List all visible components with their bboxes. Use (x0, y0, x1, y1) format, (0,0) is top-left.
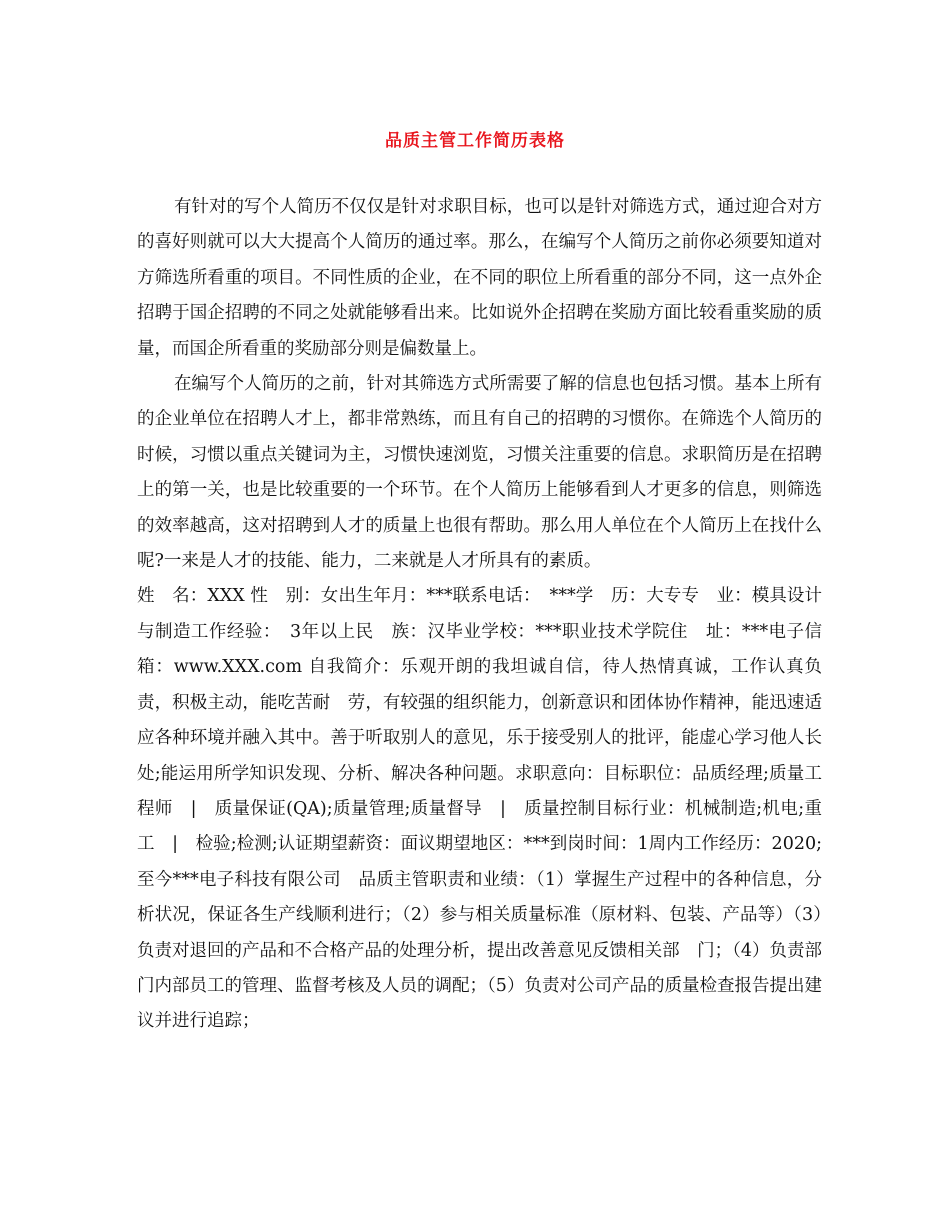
document-body (137, 190, 822, 1040)
document-title: 品质主管工作简历表格 (385, 131, 565, 151)
paragraph: 在编写个人简历的之前，针对其筛选方式所需要了解的信息也包括习惯。基本上所有的企业单位在招聘人才上，都非常熟练，而且有自己的招聘的习惯你。在筛选个人简历的时候，习惯以重点关键词为主，习惯快速浏览，习惯关注重要的信息。求职简历是在招聘上的第一关，也是比较重要的一个环节。在个人简历上能够看到人才更多的信息，则筛选的效率越高，这对招聘到人才的质量上也很有帮助。那么用人单位在个人简历上在找什么呢?一来是人才的技能、能力，二来就是人才所具有的素质。 (137, 374, 822, 572)
resume-details: 姓 名：XXX 性 别：女出生年月：***联系电话： ***学 历：大专专 业：模具设计与制造工作经验： 3年以上民 族：汉毕业学校：***职业技术学院住 址：***电子信箱：www.XXX.com 自我简介：乐观开朗的我坦诚自信，待人热情真诚，工作认真负责，积极主动，能吃苦耐 劳，有较强的组织能力，创新意识和团体协作精神，能迅速适应各种环境并融入其中。善于听取别人的意见，乐于接受别人的批评，能虚心学习他人长处;能运用所学知识发现、分析、解决各种问题。求职意向：目标职位：品质经理;质量工程师 | 质量保证(QA);质量管理;质量督导 | 质量控制目标行业：机械制造;机电;重工 | 检验;检测;认证期望薪资：面议期望地区：***到岗时间：1周内工作经历：2020;至今***电子科技有限公司 品质主管职责和业绩：（1）掌握生产过程中的各种信息，分析状况，保证各生产线顺利进行；（2）参与相关质量标准（原材料、包装、产品等）（3）负责对退回的产品和不合格产品的处理分析，提出改善意见反馈相关部 门；（4）负责部门内部员工的管理、监督考核及人员的调配；（5）负责对公司产品的质量检查报告提出建议并进行追踪； (137, 586, 822, 1032)
paragraph: 有针对的写个人简历不仅仅是针对求职目标，也可以是针对筛选方式，通过迎合对方的喜好则就可以大大提高个人简历的通过率。那么，在编写个人简历之前你必须要知道对方筛选所看重的项目。不同性质的企业，在不同的职位上所看重的部分不同，这一点外企招聘于国企招聘的不同之处就能够看出来。比如说外企招聘在奖励方面比较看重奖励的质量，而国企所看重的奖励部分则是偏数量上。 (137, 197, 822, 359)
